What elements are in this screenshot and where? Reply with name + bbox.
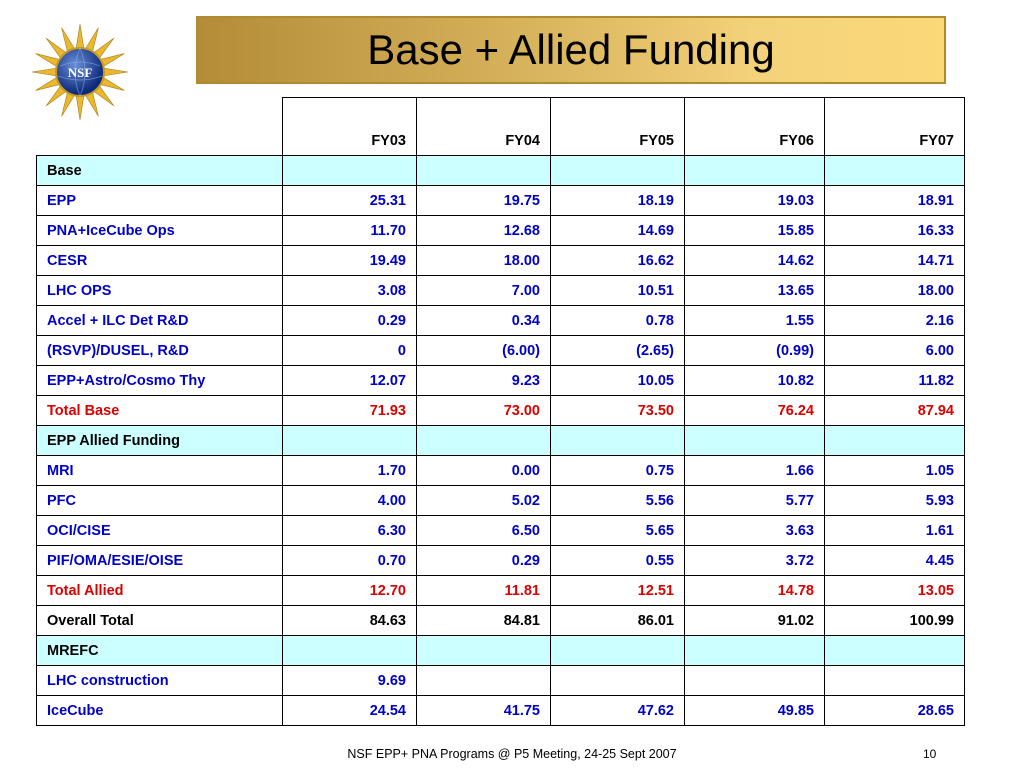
section-header-row [37,636,965,666]
table-row [37,666,965,696]
value-cell: 3.63 [685,516,825,546]
row-label: Accel + ILC Det R&D [37,306,283,336]
page-number: 10 [923,747,937,761]
value-cell: 0.29 [283,306,417,336]
row-label: MREFC [37,636,283,666]
value-cell: 3.72 [685,546,825,576]
value-cell: 49.85 [685,696,825,726]
logo-ray [62,28,75,52]
value-cell: 19.49 [283,246,417,276]
row-label: Total Allied [37,576,283,606]
value-cell: 18.00 [417,246,551,276]
value-cell: 12.51 [551,576,685,606]
value-cell: 5.93 [825,486,965,516]
value-cell: 13.05 [825,576,965,606]
value-cell: 47.62 [551,696,685,726]
value-cell: 12.70 [283,576,417,606]
table-row [37,186,965,216]
value-cell: 18.91 [825,186,965,216]
row-label: (RSVP)/DUSEL, R&D [37,336,283,366]
logo-ray [36,54,60,67]
value-cell [825,666,965,696]
value-cell: 12.07 [283,366,417,396]
value-cell: 0.00 [417,456,551,486]
table-row [37,366,965,396]
value-cell: 73.50 [551,396,685,426]
table-row [37,396,965,426]
value-cell: 14.62 [685,246,825,276]
table-row [37,306,965,336]
value-cell: 9.23 [417,366,551,396]
value-cell: 41.75 [417,696,551,726]
value-cell [551,156,685,186]
row-label: PIF/OMA/ESIE/OISE [37,546,283,576]
column-header: FY03 [283,98,417,156]
value-cell: 73.00 [417,396,551,426]
value-cell: 18.19 [551,186,685,216]
value-cell [825,426,965,456]
value-cell: 14.69 [551,216,685,246]
value-cell: 1.05 [825,456,965,486]
logo-ray [32,68,56,76]
value-cell [551,426,685,456]
value-cell: 5.65 [551,516,685,546]
row-label: LHC construction [37,666,283,696]
value-cell: 84.81 [417,606,551,636]
value-cell: 9.69 [283,666,417,696]
value-cell: 16.33 [825,216,965,246]
table-row [37,276,965,306]
value-cell: 4.00 [283,486,417,516]
value-cell: 14.71 [825,246,965,276]
row-label: IceCube [37,696,283,726]
value-cell: 10.82 [685,366,825,396]
value-cell: 0.78 [551,306,685,336]
value-cell: 14.78 [685,576,825,606]
value-cell: 11.81 [417,576,551,606]
column-header: FY07 [825,98,965,156]
value-cell [685,666,825,696]
section-header-row [37,156,965,186]
title-banner [196,16,946,84]
row-label: Base [37,156,283,186]
row-label: EPP Allied Funding [37,426,283,456]
value-cell: 0 [283,336,417,366]
value-cell: 6.00 [825,336,965,366]
value-cell [685,426,825,456]
value-cell: 0.70 [283,546,417,576]
row-label: PFC [37,486,283,516]
table-row [37,696,965,726]
value-cell [551,636,685,666]
value-cell [417,666,551,696]
row-label: EPP [37,186,283,216]
value-cell: 91.02 [685,606,825,636]
footer-text: NSF EPP+ PNA Programs @ P5 Meeting, 24-25 Sept 2007 [347,747,677,761]
logo-ray [104,68,128,76]
logo-ray [100,78,124,91]
page-title: Base + Allied Funding [367,26,775,73]
value-cell [685,636,825,666]
logo-ray [86,28,99,52]
value-cell: 11.82 [825,366,965,396]
value-cell: 76.24 [685,396,825,426]
value-cell [825,636,965,666]
value-cell: 16.62 [551,246,685,276]
row-label: LHC OPS [37,276,283,306]
table-row [37,516,965,546]
table-row [37,546,965,576]
value-cell: 10.05 [551,366,685,396]
table-row [37,576,965,606]
column-header: FY05 [551,98,685,156]
value-cell: 7.00 [417,276,551,306]
value-cell: 71.93 [283,396,417,426]
logo-ray [100,54,124,67]
value-cell: 24.54 [283,696,417,726]
value-cell: 25.31 [283,186,417,216]
value-cell: 28.65 [825,696,965,726]
value-cell: 1.66 [685,456,825,486]
value-cell: 0.75 [551,456,685,486]
value-cell: 1.61 [825,516,965,546]
value-cell: 15.85 [685,216,825,246]
value-cell: 84.63 [283,606,417,636]
table-header-row [37,98,965,156]
value-cell [551,666,685,696]
value-cell [283,426,417,456]
svg-text:NSF: NSF [67,65,93,80]
funding-table [36,97,965,726]
value-cell [825,156,965,186]
row-label: EPP+Astro/Cosmo Thy [37,366,283,396]
value-cell [417,156,551,186]
value-cell: 5.56 [551,486,685,516]
logo-ray [36,78,60,91]
value-cell [283,636,417,666]
value-cell: 1.70 [283,456,417,486]
value-cell: 86.01 [551,606,685,636]
column-header: FY06 [685,98,825,156]
logo-ray [76,24,84,48]
value-cell: 1.55 [685,306,825,336]
row-label: MRI [37,456,283,486]
value-cell: 6.50 [417,516,551,546]
value-cell [417,636,551,666]
value-cell: 10.51 [551,276,685,306]
value-cell [417,426,551,456]
value-cell: 87.94 [825,396,965,426]
value-cell [685,156,825,186]
row-label: OCI/CISE [37,516,283,546]
value-cell: 100.99 [825,606,965,636]
value-cell: 19.03 [685,186,825,216]
header-blank-cell [37,98,283,156]
value-cell: 13.65 [685,276,825,306]
value-cell: (6.00) [417,336,551,366]
table-row [37,486,965,516]
section-header-row [37,426,965,456]
value-cell [283,156,417,186]
value-cell: 5.02 [417,486,551,516]
value-cell: 6.30 [283,516,417,546]
column-header: FY04 [417,98,551,156]
table-row [37,336,965,366]
value-cell: 4.45 [825,546,965,576]
value-cell: 11.70 [283,216,417,246]
value-cell: 12.68 [417,216,551,246]
value-cell: 0.55 [551,546,685,576]
table-row [37,606,965,636]
value-cell: 3.08 [283,276,417,306]
value-cell: 18.00 [825,276,965,306]
row-label: Total Base [37,396,283,426]
row-label: CESR [37,246,283,276]
value-cell: (0.99) [685,336,825,366]
table-row [37,246,965,276]
table-row [37,456,965,486]
value-cell: 19.75 [417,186,551,216]
table-row [37,216,965,246]
row-label: PNA+IceCube Ops [37,216,283,246]
value-cell: 0.34 [417,306,551,336]
row-label: Overall Total [37,606,283,636]
value-cell: 5.77 [685,486,825,516]
value-cell: (2.65) [551,336,685,366]
value-cell: 2.16 [825,306,965,336]
value-cell: 0.29 [417,546,551,576]
